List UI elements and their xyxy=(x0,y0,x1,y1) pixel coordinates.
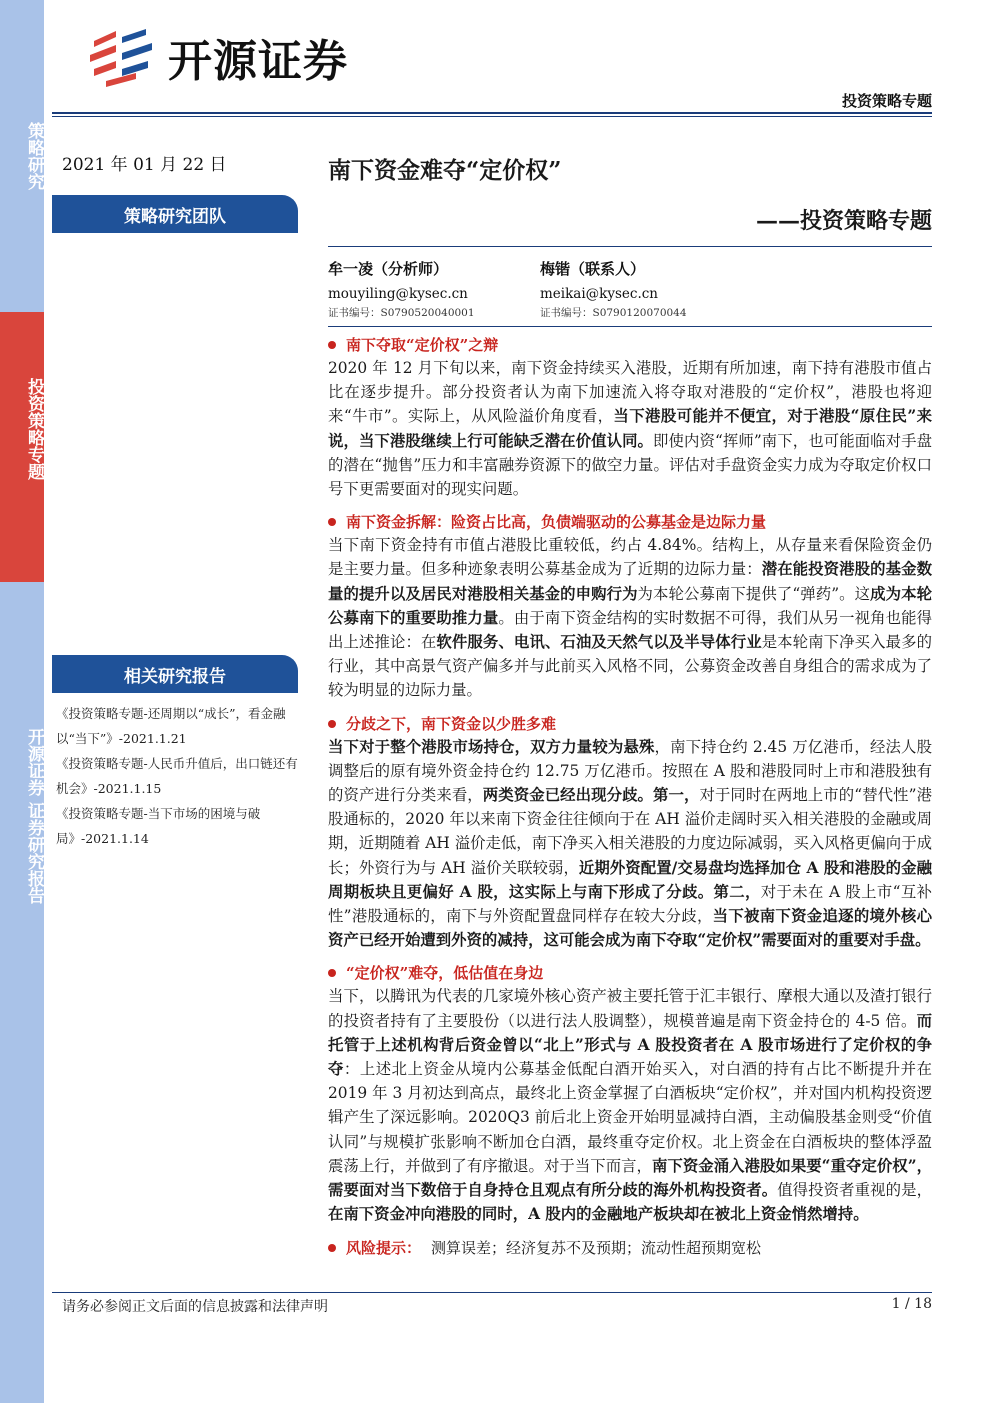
section-paragraph xyxy=(328,735,932,953)
bold-text-run: 成为本轮公募南下的重要助推力量 xyxy=(328,584,932,627)
brand-name: 开源证券 xyxy=(168,36,348,87)
report-type: 投资策略专题 xyxy=(841,92,932,110)
author-name: 牟一凌（分析师） xyxy=(328,260,449,278)
section-heading xyxy=(328,713,932,735)
bullet-icon xyxy=(328,1244,336,1252)
bold-text-run: 在南下资金冲向港股的同时，A 股内的金融地产板块却在被北上资金悄然增持。 xyxy=(328,1205,869,1224)
risk-note xyxy=(328,1237,932,1259)
related-reports-heading: 相关研究报告 xyxy=(124,666,226,687)
bold-text-run: 当下对于整个港股市场持仓，双方力量较为悬殊 xyxy=(328,737,655,756)
bullet-icon xyxy=(328,969,336,977)
footer-disclaimer: 请务必参阅正文后面的信息披露和法律声明 xyxy=(62,1299,328,1315)
text-run: 2020 年 12 月下旬以来，南下资金持续买入港股，近期有所加速，南下持有港股市值占比在逐步提升。部分投资者认为南下加速流入将夺取对港股的“定价权”，港股也将迎来“牛市”。实际上，从风险溢价角度看， xyxy=(328,359,932,426)
related-reports-list xyxy=(56,702,306,852)
bold-text-run: 软件服务、电讯、石油及天然气以及半导体行业 xyxy=(436,633,762,652)
section-heading xyxy=(328,511,932,533)
header-divider xyxy=(52,112,932,114)
section-heading-text: “定价权”难夺，低估值在身边 xyxy=(346,964,544,983)
text-run: ：上述北上资金从境内公募基金低配白酒开始买入，对白酒的持有占比不断提升并在 2019 年 3 月初达到高点，最终北上资金掌握了白酒板块“定价权”，并对国内机构投资逻辑产生了深远影响。2020Q3 前后北上资金开始明显减持白酒，主动偏股基金则受“价值认同”与规模扩张影响不断加仓白酒，最终重夺定价权。北上资金在白酒板块的整体浮盈震荡上行，并做到了有序撤退。对于当下而言， xyxy=(328,1060,932,1175)
sidebar-label-brand: 开源证券 证券研究报告 xyxy=(24,728,44,904)
team-label-box xyxy=(52,195,298,233)
bullet-icon xyxy=(328,341,336,349)
text-run: 对于未在 A 股上市“互补性”港股通标的，南下与外资配置盘同样存在较大分歧， xyxy=(328,882,932,926)
section-heading-text: 南下资金拆解：险资占比高，负债端驱动的公募基金是边际力量 xyxy=(346,513,767,532)
report-body xyxy=(328,334,932,1259)
bold-text-run: 而托管于上述机构背后资金曾以“北上”形式与 A 股投资者在 A 股市场进行了定价权的争夺 xyxy=(328,1011,932,1079)
related-reports-heading-box xyxy=(52,655,298,693)
text-run: 即使内资“挥师”南下，也可能面临对手盘的潜在“抛售”压力和丰富融券资源下的做空力量。评估对手盘资金实力成为夺取定价权口号下更需要面对的现实问题。 xyxy=(328,431,932,499)
section-paragraph xyxy=(328,533,932,702)
report-date: 2021 年 01 月 22 日 xyxy=(62,155,227,175)
report-subtitle: ——投资策略专题 xyxy=(755,208,932,234)
section-heading-text: 分歧之下，南下资金以少胜多难 xyxy=(346,714,557,733)
related-report-item[interactable]: 《投资策略专题-还周期以“成长”，看金融以“当下”》-2021.1.21 xyxy=(56,706,286,746)
text-run: 。由于南下资金结构的实时数据不可得，我们从另一视角也能得出上述推论：在 xyxy=(328,608,932,652)
risk-label: 风险提示： xyxy=(346,1238,422,1257)
footer-divider xyxy=(52,1292,932,1293)
bold-text-run: 两类资金已经出现分歧。第一， xyxy=(482,786,700,805)
text-run: ，南下持仓约 2.45 万亿港币，经法人股调整后的原有境外资金持仓约 12.75 万亿港币。按照在 A 股和港股同时上市和港股独有的资产进行分类来看， xyxy=(328,737,932,805)
author-name: 梅锴（联系人） xyxy=(540,260,646,278)
text-run: 为本轮公募南下提供了“弹药”。这 xyxy=(637,584,871,603)
header-divider-thin xyxy=(52,116,932,117)
bold-text-run: 当下港股可能并不便宜，对于港股“原住民”来说，当下港股继续上行可能缺乏潜在价值认同。 xyxy=(328,407,932,450)
author-block xyxy=(328,258,475,322)
text-run: 是本轮南下净买入最多的行业，其中高景气资产偏多并与此前买入风格不同，公募资金改善自身组合的需求成为了较为明显的边际力量。 xyxy=(328,633,932,700)
sidebar-label-strategy: 策略研究 xyxy=(24,122,44,190)
logo-mark-icon xyxy=(86,25,160,89)
section-heading xyxy=(328,962,932,984)
page-number: 1 / 18 xyxy=(891,1296,932,1312)
author-email[interactable]: mouyiling@kysec.cn xyxy=(328,286,468,302)
related-report-item[interactable]: 《投资策略专题-当下市场的困境与破局》-2021.1.14 xyxy=(56,806,261,846)
author-cert: 证书编号：S0790120070044 xyxy=(540,307,687,319)
text-run: 当下，以腾讯为代表的几家境外核心资产被主要托管于汇丰银行、摩根大通以及渣打银行的投资者持有了主要股份（以进行法人股调整），规模普遍是南下资金持仓的 4-5 倍。 xyxy=(328,987,932,1030)
bold-text-run: 近期外资配置/交易盘均选择加仓 A 股和港股的金融周期板块且更偏好 A 股，这实际上与南下形成了分歧。第二， xyxy=(328,858,932,901)
author-block xyxy=(540,258,687,322)
author-email[interactable]: meikai@kysec.cn xyxy=(540,286,658,302)
brand-logo xyxy=(86,24,348,90)
section-heading-text: 南下夺取“定价权”之辩 xyxy=(346,336,499,354)
text-run: 当下南下资金持有市值占港股比重较低，约占 4.84%。结构上，从存量来看保险资金仍是主要力量。但多种迹象表明公募基金成为了近期的边际力量： xyxy=(328,536,932,579)
section-heading xyxy=(328,334,932,356)
team-label: 策略研究团队 xyxy=(124,206,226,227)
sidebar-label-topic: 投资策略专题 xyxy=(24,378,44,480)
report-title: 南下资金难夺“定价权” xyxy=(328,157,562,184)
section-paragraph xyxy=(328,356,932,501)
bold-text-run: 潜在能投资港股的基金数量的提升以及居民对港股相关基金的申购行为 xyxy=(328,560,932,603)
bullet-icon xyxy=(328,518,336,526)
text-run: 值得投资者重视的是， xyxy=(777,1181,932,1200)
bullet-icon xyxy=(328,720,336,728)
text-run: 对于同时在两地上市的“替代性”港股通标的，2020 年以来南下资金往往倾向于在 AH 溢价走阔时买入相关港股的金融或周期，近期随着 AH 溢价走低，南下净买入相关港股的力度边际减弱，买入风格更偏向于成长；外资行为与 AH 溢价关联较弱， xyxy=(328,786,932,877)
bold-text-run: 当下被南下资金追逐的境外核心资产已经开始遭到外资的减持，这可能会成为南下夺取“定价权”需要面对的重要对手盘。 xyxy=(328,907,932,950)
author-divider xyxy=(328,326,932,327)
bold-text-run: 南下资金涌入港股如果要“重夺定价权”，需要面对当下数倍于自身持仓且观点有所分歧的海外机构投资者。 xyxy=(328,1156,932,1200)
section-paragraph xyxy=(328,984,932,1226)
related-report-item[interactable]: 《投资策略专题-人民币升值后，出口链还有机会》-2021.1.15 xyxy=(56,756,298,796)
author-cert: 证书编号：S0790520040001 xyxy=(328,307,475,319)
risk-text: 测算误差；经济复苏不及预期；流动性超预期宽松 xyxy=(431,1238,762,1257)
title-divider xyxy=(328,246,932,247)
